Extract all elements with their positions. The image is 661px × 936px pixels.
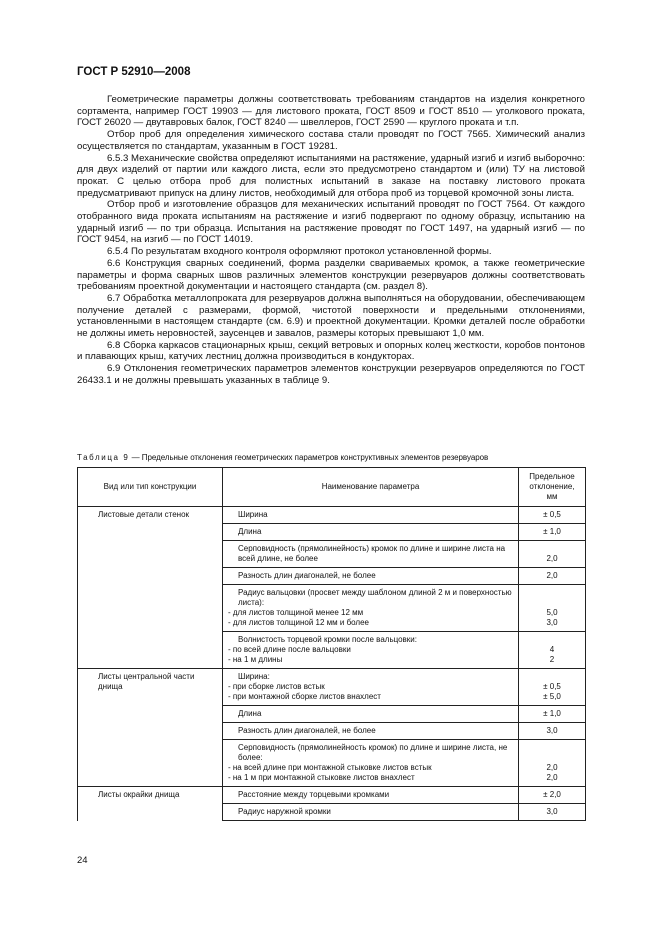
tolerance-value: 4 <box>549 645 555 654</box>
parameter-line: - для листов толщиной менее 12 мм <box>228 608 364 617</box>
parameter-line: - на 1 м длины <box>228 655 283 664</box>
construction-type-cell: Листы центральной части днища <box>78 669 223 706</box>
parameter-line: Серповидность (прямолинейность) кромок по длине и ширине листа на всей длине, не более <box>238 544 506 563</box>
parameter-line: Ширина <box>238 510 268 519</box>
page-number: 24 <box>77 855 88 866</box>
document-header: ГОСТ Р 52910—2008 <box>77 66 191 78</box>
deviations-table <box>77 467 586 821</box>
tolerance-value: ± 2,0 <box>543 790 561 799</box>
parameter-name-cell <box>223 632 519 669</box>
tolerance-cell <box>519 669 586 706</box>
parameter-line: - для листов толщиной 12 мм и более <box>228 618 369 627</box>
header-parameter-name: Наименование параметра <box>223 468 519 507</box>
parameter-name-cell <box>223 568 519 585</box>
parameter-name-cell <box>223 541 519 568</box>
parameter-line: - по всей длине после вальцовки <box>228 645 351 654</box>
tolerance-cell <box>519 787 586 804</box>
table-row <box>78 706 586 723</box>
table-row <box>78 669 586 706</box>
tolerance-cell <box>519 585 586 632</box>
paragraph: Отбор проб и изготовление образцов для механических испытаний проводят по ГОСТ 7564. От каждого отобранного вида проката испытаниям на растяжение и изгиб подвергают по одному образцу, испытанию на ударный изгиб — по три образца. Испытания на растяжение проводят по ГОСТ 1497, на ударный изгиб — по ГОСТ 9454, на изгиб — по ГОСТ 14019. <box>77 199 585 246</box>
parameter-name-cell <box>223 507 519 524</box>
table-row <box>78 787 586 804</box>
paragraph: Отбор проб для определения химического состава стали проводят по ГОСТ 7565. Химический анализ осуществляется по стандартам, указанным в ГОСТ 19281. <box>77 129 585 152</box>
tolerance-cell <box>519 507 586 524</box>
tolerance-value: 5,0 <box>546 608 558 617</box>
parameter-name-cell <box>223 723 519 740</box>
tolerance-value: 2,0 <box>546 571 558 580</box>
parameter-line: Волнистость торцевой кромки после вальцовки: <box>238 635 417 644</box>
header-tolerance: Предельное отклонение, мм <box>519 468 586 507</box>
tolerance-value: 3,0 <box>546 726 558 735</box>
table-row <box>78 740 586 787</box>
tolerance-value: ± 5,0 <box>543 692 561 701</box>
body-text <box>77 94 585 387</box>
tolerance-cell <box>519 804 586 821</box>
construction-type-cell <box>78 706 223 723</box>
tolerance-value: ± 1,0 <box>543 709 561 718</box>
table-row <box>78 804 586 821</box>
header-construction-type: Вид или тип конструкции <box>78 468 223 507</box>
construction-type-cell <box>78 804 223 821</box>
tolerance-value: 2,0 <box>546 554 558 563</box>
parameter-name-cell <box>223 804 519 821</box>
table-row <box>78 541 586 568</box>
parameter-line: Серповидность (прямолинейность кромок) по длине и ширине листа, не более: <box>238 743 508 762</box>
tolerance-value: 2,0 <box>546 773 558 782</box>
tolerance-value: 2,0 <box>546 763 558 772</box>
parameter-line: Разность длин диагоналей, не более <box>238 571 376 580</box>
parameter-line: Расстояние между торцевыми кромками <box>238 790 390 799</box>
construction-type-cell <box>78 524 223 541</box>
table-caption-text: — Предельные отклонения геометрических параметров конструктивных элементов резервуаров <box>129 453 489 462</box>
parameter-line: Радиус наружной кромки <box>238 807 331 816</box>
tolerance-value: 3,0 <box>546 807 558 816</box>
construction-type-cell <box>78 723 223 740</box>
table-row <box>78 632 586 669</box>
paragraph: 6.7 Обработка металлопроката для резервуаров должна выполняться на оборудовании, обеспечивающем получение деталей с размерами, формой, чистотой поверхности и предельными отклонениями, установленными в настоящем стандарте (см. 6.9) и проектной документации. Кромки деталей после обработки не должны иметь неровностей, заусенцев и завалов, размеры которых превышают 1,0 мм. <box>77 292 585 340</box>
tolerance-cell <box>519 706 586 723</box>
parameter-name-cell <box>223 669 519 706</box>
table-row <box>78 507 586 524</box>
paragraph: 6.6 Конструкция сварных соединений, форма разделки свариваемых кромок, а также геометрические параметры и форма сварных швов различных элементов конструкции резервуаров должны соответствовать требованиям проектной документации и настоящего стандарта (см. раздел 8). <box>77 257 585 293</box>
parameter-line: Разность длин диагоналей, не более <box>238 726 376 735</box>
parameter-line: Ширина: <box>238 672 270 681</box>
table-row <box>78 524 586 541</box>
parameter-line: - при монтажной сборке листов внахлест <box>228 692 381 701</box>
parameter-name-cell <box>223 740 519 787</box>
paragraph: 6.5.4 По результатам входного контроля оформляют протокол установленной формы. <box>107 246 492 258</box>
parameter-name-cell <box>223 787 519 804</box>
tolerance-cell <box>519 568 586 585</box>
parameter-line: Радиус вальцовки (просвет между шаблоном длиной 2 м и поверхностью листа): <box>238 588 512 607</box>
paragraph: 6.9 Отклонения геометрических параметров элементов конструкции резервуаров определяются по ГОСТ 26433.1 и не должны превышать указанных в таблице 9. <box>77 363 585 386</box>
construction-type-cell <box>78 568 223 585</box>
parameter-name-cell <box>223 524 519 541</box>
tolerance-value: ± 1,0 <box>543 527 561 536</box>
construction-type-cell: Листовые детали стенок <box>78 507 223 524</box>
parameter-name-cell <box>223 706 519 723</box>
parameter-line: Длина <box>238 709 262 718</box>
construction-type-cell <box>78 632 223 669</box>
table-header-row <box>78 468 586 507</box>
construction-type-cell: Листы окрайки днища <box>78 787 223 804</box>
construction-type-cell <box>78 740 223 787</box>
table-row <box>78 723 586 740</box>
tolerance-value: 2 <box>549 655 555 664</box>
paragraph: 6.8 Сборка каркасов стационарных крыш, секций ветровых и опорных колец жесткости, коробов понтонов и плавающих крыш, катучих лестниц должна производиться в кондукторах. <box>77 339 585 363</box>
tolerance-cell <box>519 541 586 568</box>
tolerance-value: ± 0,5 <box>543 510 561 519</box>
parameter-line: - при сборке листов встык <box>228 682 325 691</box>
table-caption <box>77 453 488 462</box>
construction-type-cell <box>78 541 223 568</box>
table-row <box>78 568 586 585</box>
tolerance-cell <box>519 632 586 669</box>
tolerance-cell <box>519 524 586 541</box>
parameter-line: Длина <box>238 527 262 536</box>
tolerance-value: ± 0,5 <box>543 682 561 691</box>
tolerance-cell <box>519 723 586 740</box>
table-caption-label: Таблица 9 <box>77 453 130 462</box>
paragraph: 6.5.3 Механические свойства определяют испытаниями на растяжение, ударный изгиб и изгиб выборочно: для двух изделий от партии или каждого листа, если это предусмотрено стандартом и (или) ТУ на листовой прокат. С целью отбора проб для полистных испытаний в заказе на поставку листового проката предусматривают припуск на длину листов, необходимый для отбора проб из торцевой кромочной зоны листа. <box>77 152 585 199</box>
parameter-line: - на 1 м при монтажной стыковке листов внахлест <box>228 773 415 782</box>
parameter-line: - на всей длине при монтажной стыковке листов встык <box>228 763 432 772</box>
paragraph: Геометрические параметры должны соответствовать требованиям стандартов на изделия конкретного сортамента, например ГОСТ 19903 — для листового проката, ГОСТ 8509 и ГОСТ 8510 — уголкового проката, ГОСТ 26020 — двутавровых балок, ГОСТ 8240 — швеллеров, ГОСТ 2590 — круглого проката и т.п. <box>77 94 585 129</box>
table-row <box>78 585 586 632</box>
tolerance-cell <box>519 740 586 787</box>
table-body <box>78 507 586 821</box>
tolerance-value: 3,0 <box>546 618 558 627</box>
construction-type-cell <box>78 585 223 632</box>
parameter-name-cell <box>223 585 519 632</box>
